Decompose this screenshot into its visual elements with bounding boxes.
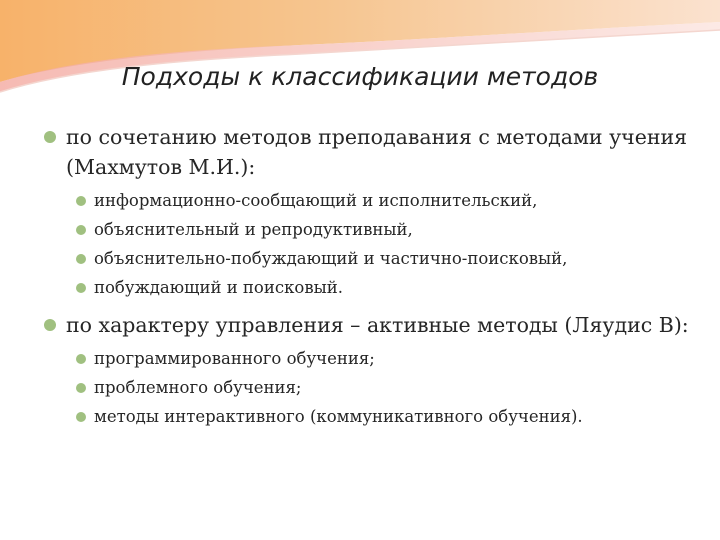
sub-bullet-text: побуждающий и поисковый. — [94, 278, 344, 297]
sub-bullet-text: проблемного обучения; — [94, 378, 302, 397]
bullet-icon — [76, 225, 86, 235]
bullet-icon — [76, 196, 86, 206]
bullet-text: по характеру управления – активные методы (Ляудис В): — [66, 313, 689, 337]
bullet-icon — [76, 412, 86, 422]
sub-bullet-item — [74, 402, 694, 431]
sub-bullet-item — [74, 273, 694, 302]
slide-title: Подходы к классификации методов — [121, 62, 599, 91]
bullet-item — [44, 310, 694, 340]
sub-bullet-text: программированного обучения; — [94, 349, 375, 368]
sub-bullet-text: методы интерактивного (коммуникативного обучения). — [94, 407, 583, 426]
bullet-icon — [44, 319, 56, 331]
decorative-header-swoosh — [0, 0, 720, 110]
bullet-icon — [76, 283, 86, 293]
sub-bullet-list — [44, 186, 694, 302]
sub-bullet-item — [74, 186, 694, 215]
bullet-text: по сочетанию методов преподавания с методами учения (Махмутов М.И.): — [66, 125, 688, 179]
bullet-icon — [44, 131, 56, 143]
sub-bullet-item — [74, 244, 694, 273]
sub-bullet-item — [74, 215, 694, 244]
sub-bullet-item — [74, 344, 694, 373]
bullet-item — [44, 122, 694, 182]
sub-bullet-text: объяснительный и репродуктивный, — [94, 220, 413, 239]
bullet-icon — [76, 254, 86, 264]
sub-bullet-item — [74, 373, 694, 402]
slide-content — [44, 122, 694, 431]
bullet-icon — [76, 383, 86, 393]
sub-bullet-list — [44, 344, 694, 431]
bullet-icon — [76, 354, 86, 364]
sub-bullet-text: информационно-сообщающий и исполнительский, — [94, 191, 538, 210]
sub-bullet-text: объяснительно-побуждающий и частично-поисковый, — [94, 249, 568, 268]
